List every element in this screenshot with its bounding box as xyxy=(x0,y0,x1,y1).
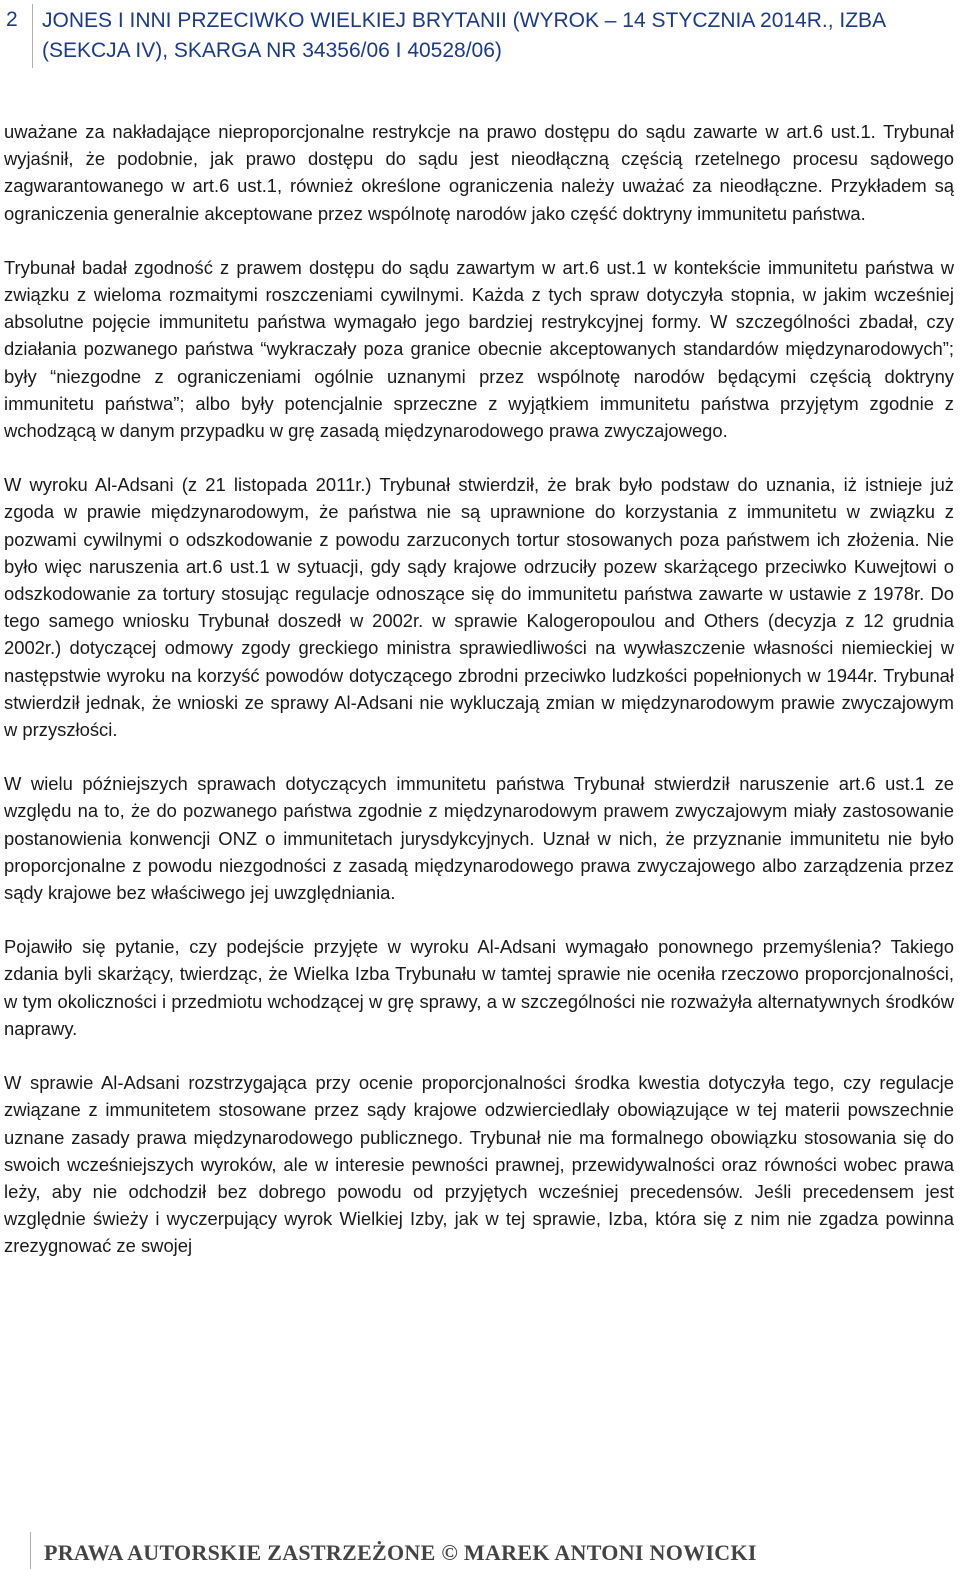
paragraph: W sprawie Al-Adsani rozstrzygająca przy ocenie proporcjonalności środka kwestia dotyczyła tego, czy regulacje związane z immunitetem stosowane przez sądy krajowe odzwierciedlały obowiązujące w tej materii powszechnie uznane zasady prawa międzynarodowego publicznego. Trybunał nie ma formalnego obowiązku stosowania się do swoich wcześniejszych wyroków, ale w interesie pewności prawnej, przewidywalności oraz równości wobec prawa leży, aby nie odchodził bez dobrego powodu od przyjętych wcześniej precedensów. Jeśli precedensem jest względnie świeży i wyczerpujący wyrok Wielkiej Izby, jak w tej sprawie, Izba, która się z nim nie zgadza powinna zrezygnować ze swojej xyxy=(4,1072,954,1257)
paragraph: uważane za nakładające nieproporcjonalne restrykcje na prawo dostępu do sądu zawarte w art.6 ust.1. Trybunał wyjaśnił, że podobnie, jak prawo dostępu do sądu jest nieodłączną częścią rzetelnego procesu sądowego zagwarantowanego w art.6 ust.1, również określone ograniczenia należy uważać za nieodłączne. Przykładem są ograniczenia generalnie akceptowane przez wspólnotę narodów jako część doktryny immunitetu państwa. xyxy=(4,121,954,224)
footer-copyright: PRAWA AUTORSKIE ZASTRZEŻONE © MAREK ANTONI NOWICKI xyxy=(44,1540,757,1565)
header-divider xyxy=(32,4,33,68)
paragraph: W wielu późniejszych sprawach dotyczących immunitetu państwa Trybunał stwierdził naruszenie art.6 ust.1 ze względu na to, że do pozwanego państwa zgodnie z międzynarodowym prawem zwyczajowym miały zastosowanie postanowienia konwencji ONZ o immunitetach jurysdykcyjnych. Uznał w nich, że przyznanie immunitetu nie było proporcjonalne z powodu niezgodności z zasadą międzynarodowego prawa zwyczajowego albo zarządzenia przez sądy krajowe bez właściwego jej uwzględniania. xyxy=(4,773,954,904)
page-number: 2 xyxy=(6,8,18,31)
footer-divider xyxy=(30,1532,31,1569)
paragraph: Trybunał badał zgodność z prawem dostępu do sądu zawartym w art.6 ust.1 w kontekście immunitetu państwa w związku z wieloma rozmaitymi roszczeniami cywilnymi. Każda z tych spraw dotyczyła stopnia, w jakim wcześniej absolutne pojęcie immunitetu państwa wymagało jego bardziej restrykcyjnej formy. W szczególności zbadał, czy działania pozwanego państwa “wykraczały poza granice obecnie akceptowanych standardów międzynarodowych”; były “niezgodne z ograniczeniami ogólnie uznanymi przez wspólnotę narodów będącymi częścią doktryny immunitetu państwa”; albo były potencjalnie sprzeczne z wyjątkiem immunitetu państwa przyjętym zgodnie z wchodzącą w danym przypadku w grę zasadą międzynarodowego prawa zwyczajowego. xyxy=(4,256,954,442)
paragraph: Pojawiło się pytanie, czy podejście przyjęte w wyroku Al-Adsani wymagało ponownego przemyślenia? Takiego zdania byli skarżący, twierdząc, że Wielka Izba Trybunału w tamtej sprawie nie oceniła rzeczowo proporcjonalności, w tym okoliczności i przedmiotu wchodzącej w grę sprawy, a w szczególności nie rozważyła alternatywnych środków naprawy. xyxy=(4,936,954,1039)
document-body xyxy=(4,118,954,1287)
document-header-title: JONES I INNI PRZECIWKO WIELKIEJ BRYTANII (WYROK – 14 STYCZNIA 2014R., IZBA (SEKCJA IV), SKARGA NR 34356/06 I 40528/06) xyxy=(42,9,885,62)
paragraph: W wyroku Al-Adsani (z 21 listopada 2011r.) Trybunał stwierdził, że brak było podstaw do uznania, iż istnieje już zgoda w prawie międzynarodowym, że państwa nie są uprawnione do korzystania z immunitetu w związku z pozwami cywilnymi o odszkodowanie z powodu zarzuconych tortur stosowanych poza państwem ich złożenia. Nie było więc naruszenia art.6 ust.1 w sytuacji, gdy sądy krajowe odrzuciły pozew skarżącego przeciwko Kuwejtowi o odszkodowanie za tortury stosując regulacje odnoszące się do immunitetu państwa zawarte w ustawie z 1978r. Do tego samego wniosku Trybunał doszedł w 2002r. w sprawie Kalogeropoulou and Others (decyzja z 12 grudnia 2002r.) dotyczącej odmowy zgody greckiego ministra sprawiedliwości na wywłaszczenie własności niemieckiej w następstwie wyroku na korzyść powodów dotyczącego zbrodni przeciwko ludzkości popełnionych w 1944r. Trybunał stwierdził jednak, że wnioski ze sprawy Al-Adsani nie wykluczają zmian w międzynarodowym prawie zwyczajowym w przyszłości. xyxy=(4,474,954,741)
